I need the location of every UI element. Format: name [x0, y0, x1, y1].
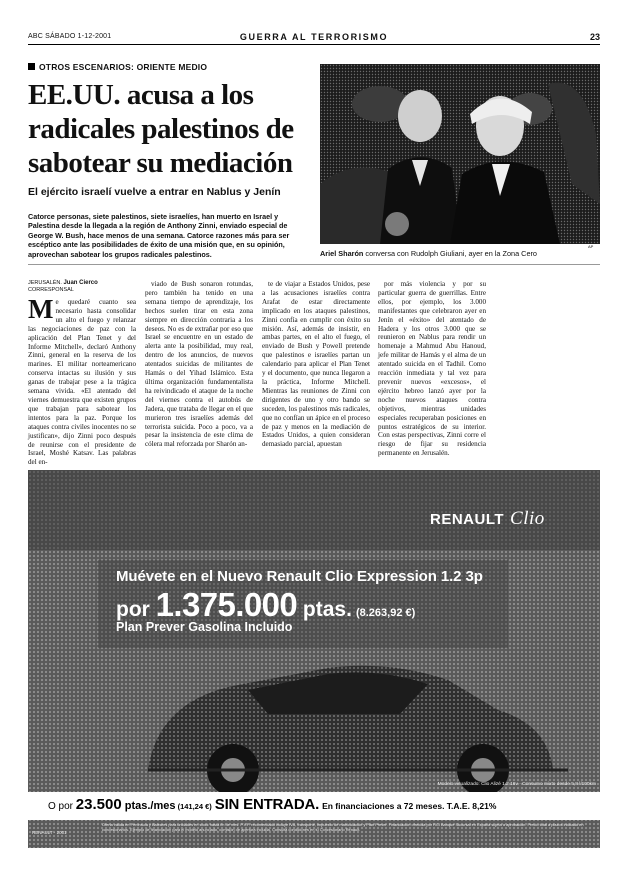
ad-offer-bar [28, 792, 600, 820]
byline-role: CORRESPONSAL [28, 287, 74, 293]
lead-paragraph: Catorce personas, siete palestinos, siete israelíes, han muerto en Israel y Palestina desde la llegada a la región de Anthony Zinni, enviado especial de George W. Bush, hace menos de una semana. Catorce razones más para ser escéptico ante las posibilidades de éxito de una misión que, en su opinión, aprovechan sabotear los grupos radicales palestinos. [28, 212, 290, 259]
ad-brand-logo [430, 508, 545, 530]
article-column-3 [262, 280, 370, 462]
drop-cap: M [28, 294, 54, 324]
ad-offer-euro: (141,24 €) [175, 802, 212, 811]
ad-price-prefix: por [116, 598, 156, 621]
ad-offer-financing: En financiaciones a 72 meses. T.A.E. 8,21% [322, 801, 497, 811]
article-column-4 [378, 280, 486, 462]
renault-advertisement [28, 470, 600, 848]
ad-offer-text [48, 796, 496, 814]
ad-price-amount: 1.375.000 [155, 586, 298, 623]
section-divider [28, 264, 600, 265]
ad-corner-mark: RENAULT · 2001 [32, 830, 67, 835]
ad-legal-text: Oferta válida en Península y Baleares para unidades en stock hasta fin de mes. P.V.P. recomendado incluye IVA, transporte, impuesto de matriculación y Plan Prever. Financiación ofrecida por RCI Banque Sucursal en España sujeta a aprobación. Precio total a plazos indicado en concesionarios. Ejemplo de financiación para el modelo anunciado, comisión de apertura incluida. Consulta condiciones en tu Concesionario Renault. [102, 822, 584, 832]
article-column-1 [28, 294, 136, 467]
ad-offer-period: ptas./mes [121, 800, 176, 812]
photo-credit: AP [588, 244, 594, 249]
caption-name: Ariel Sharón [320, 249, 364, 258]
ad-model-note: Modelo visualizado: Clio Alizé 1.2 16v · Consumo mixto desde 5,8 l/100km [437, 782, 596, 787]
caption-text: conversa con Rudolph Giuliani, ayer en la Zona Cero [363, 249, 537, 258]
byline-place: JERUSALÉN. [28, 280, 62, 286]
ad-price [116, 586, 415, 624]
kicker [28, 62, 308, 74]
ad-offer-amount: 23.500 [75, 796, 122, 813]
ad-price-euro: (8.263,92 €) [355, 607, 416, 619]
byline-author: Juan Cierco [63, 280, 98, 286]
news-photo [320, 64, 600, 244]
page-number: 23 [589, 32, 600, 42]
headline: EE.UU. acusa a los radicales palestinos de sabotear su mediación [28, 79, 294, 179]
ad-price-currency: ptas. [297, 598, 352, 621]
article-column-2 [145, 280, 253, 462]
page-header [28, 33, 600, 45]
column-4-text: por más violencia y por su particular guerra de guerrillas. Entre ellos, por ejemplo, los 3.000 manifestantes que celebraron ayer en Jenín el «éxito» del atentado de Hadera y los otros 3.000 que se reunieron en Nablus para rendir un homenaje a Mahmud Abu Hanoud, jefe militar de Hamás y el alma de un atentado suicida en el Tadhil. Como reacción inmediata y tal vez para prevenir nuevos «excesos», el ejército hebreo lanzó ayer por la noche nuevos ataques contra objetivos, mientras unidades especiales recuperaban posiciones en puntos estratégicos de su interior. Con estas perspectivas, Zinni corre el riesgo de fijar su residencia permanente en Jerusalén. [378, 280, 486, 458]
ad-brand-name: RENAULT [430, 511, 505, 528]
subhead: El ejército israelí vuelve a entrar en Nablus y Jenín [28, 186, 281, 198]
ad-headline: Muévete en el Nuevo Renault Clio Expression 1.2 3p [116, 568, 483, 585]
ad-plan-line: Plan Prever Gasolina Incluido [116, 620, 293, 634]
photo-illustration [320, 64, 600, 244]
column-2-text: viado de Bush sonaron rotundas, pero también ha tenido en una semana tiempo de aprendizaje, los hechos suelen tirar en esta zona siempre en dirección contraria a los deseos. No es de extrañar por eso que Israel se encuentre en un estado de alerta ante la posibilidad, muy real, dentro de los anuncios, de nuevos atentados suicidas de militantes de Hamás o del Yihad Islámico. Esta última organización fundamentalista ha reivindicado el ataque de la noche del viernes contra el autobús de Jadera, que trataba de llegar en el que murieron tres israelíes además del terrorista suicida. Poco a poco, va a pesar la insistencia de este clima de cólera mal reforzada por Sharón an- [145, 280, 253, 449]
header-date: ABC SÁBADO 1-12-2001 [28, 33, 112, 40]
section-title: GUERRA AL TERRORISMO [239, 32, 389, 42]
photo-caption [320, 249, 600, 258]
ad-model-name: Clio [510, 508, 545, 529]
kicker-text: OTROS ESCENARIOS: ORIENTE MEDIO [39, 62, 208, 72]
column-1-text: e quedaré cuanto sea necesario hasta consolidar un alto el fuego y relanzar las negociaciones de paz con la aplicación del Plan Tenet y del Informe Mitchell», declaró Anthony Zinni, general en la reserva de los marines. El militar norteamericano conserva intactas su ilusión y sus ganas de trabajar pese a la trágica semana vivida. «El atentado del viernes demuestra que existen grupos que trabajan para sabotear los intentos para la paz. Porque los ataques contra civiles inocentes no se justifican», dijo Zinni poco después de reunirse con el presidente de Israel, Moshé Katsav. Las palabras del en- [28, 298, 136, 467]
ad-offer-prefix: O por [48, 801, 76, 812]
column-3-text: te de viajar a Estados Unidos, pese a las acusaciones israelíes contra Arafat de estar directamente implicado en los ataques palestinos, Zinni confía en cumplir con éxito su misión. Así, además de insistir, en ambas partes, en el alto el fuego, el enviado de Bush y Powell pretende que palestinos e israelíes partan un calendario para aplicar el Plan Tenet y el documento, que nunca llegaron a la práctica, Informe Mitchell. Mientras las reuniones de Zinni con dirigentes de uno y otro bando se suceden, los palestinos más radicales, que no confían un ápice en el proceso de paz y menos en la mediación de Estados Unidos, a quien consideran demasiado parcial, apuestan [262, 280, 370, 449]
square-bullet-icon [28, 63, 35, 70]
ad-offer-no-down: SIN ENTRADA. [214, 796, 320, 813]
byline [28, 280, 136, 294]
